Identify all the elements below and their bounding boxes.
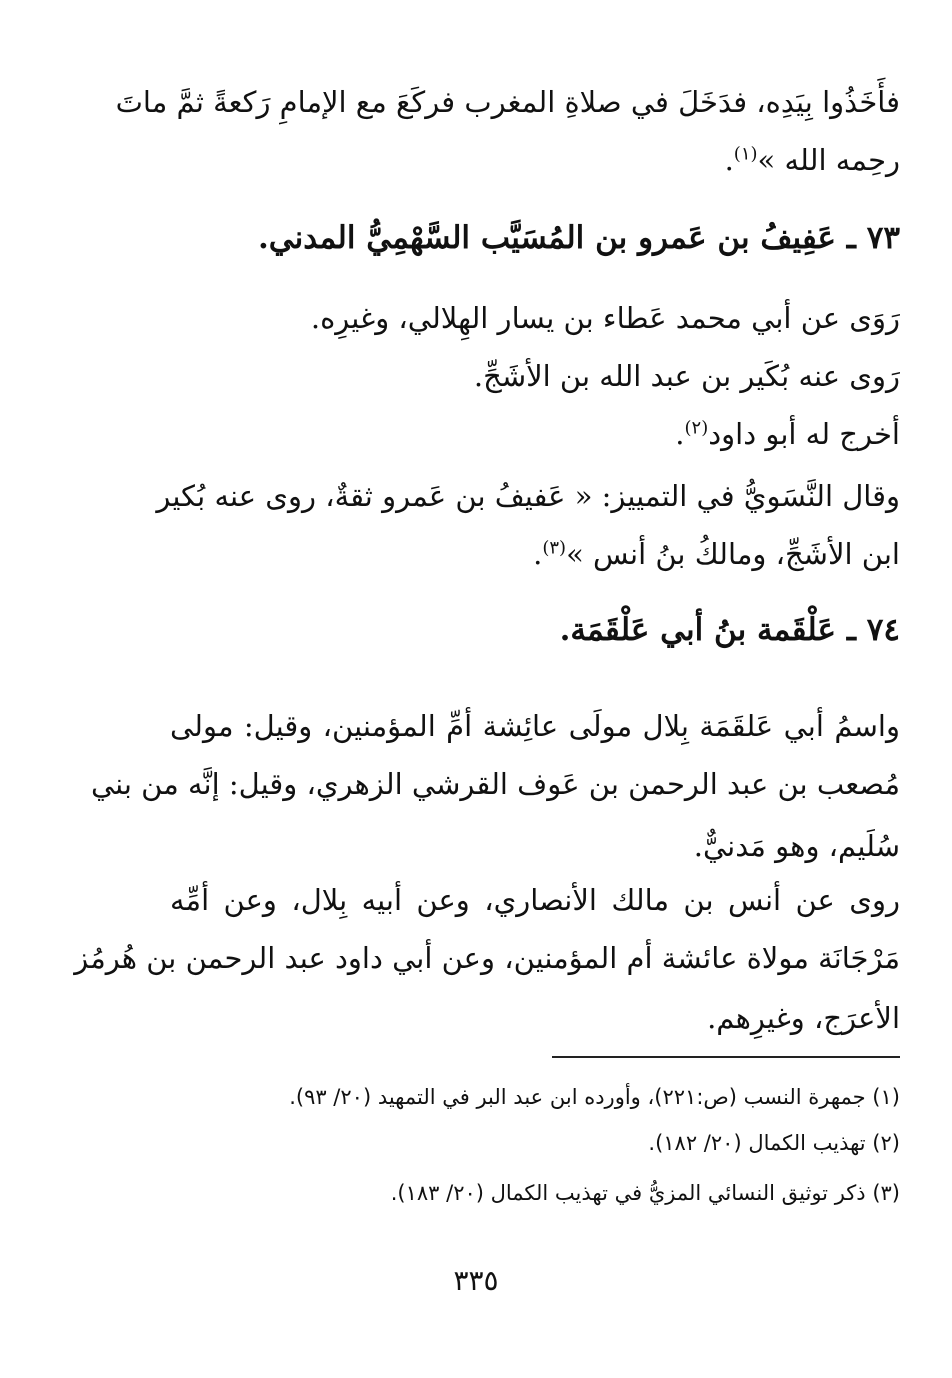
- footnote-divider: [552, 1056, 900, 1058]
- footnote-3: (٣) ذكر توثيق النسائي المزيُّ في تهذيب الكمال (٢٠/ ١٨٣).: [390, 1181, 900, 1205]
- footnote-ref: (١): [733, 143, 758, 165]
- text-span: ابن الأشَجِّ، ومالكُ بنُ أنس »: [566, 537, 900, 571]
- text-line: الأعرَج، وغيرِهم.: [707, 1001, 900, 1035]
- text-line: فأَخَذُوا بِيَدِه، فدَخَلَ في صلاةِ المغرب فركَعَ مع الإمامِ رَكعةً ثمَّ ماتَ: [115, 85, 900, 119]
- text-line: مَرْجَانَة مولاة عائشة أم المؤمنين، وعن أبي داود عبد الرحمن بن هُرمُز: [74, 941, 900, 975]
- footnote-2: (٢) تهذيب الكمال (٢٠/ ١٨٢).: [648, 1131, 900, 1155]
- text-line: واسمُ أبي عَلقَمَة بِلال مولَى عائِشة أمِّ المؤمنين، وقيل: مولى: [170, 709, 900, 743]
- text-line: رَوى عنه بُكَير بن عبد الله بن الأشَجِّ.: [473, 359, 900, 393]
- text-span: .: [675, 417, 685, 451]
- text-line: وقال النَّسَويُّ في التمييز: « عَفيفُ بن عَمرو ثقةٌ، روى عنه بُكير: [156, 479, 900, 513]
- text-line: [170, 140, 900, 180]
- footnote-ref: (٣): [542, 537, 567, 559]
- footnote-1: (١) جمهرة النسب (ص:٢٢١)، وأورده ابن عبد البر في التمهيد (٢٠/ ٩٣).: [289, 1085, 900, 1109]
- text-span: .: [724, 143, 734, 177]
- text-span: أخرج له أبو داود: [708, 417, 900, 451]
- text-line: روى عن أنس بن مالك الأنصاري، وعن أبيه بِلال، وعن أمِّه: [170, 883, 900, 917]
- text-line: رَوَى عن أبي محمد عَطاء بن يسار الهِلالي، وغيرِه.: [310, 301, 900, 335]
- text-line: [170, 534, 900, 574]
- entry-heading-73: ٧٣ ـ عَفِيفُ بن عَمرو بن المُسَيَّب السَّهْمِيُّ المدني.: [257, 220, 900, 256]
- text-line: مُصعب بن عبد الرحمن بن عَوف القرشي الزهري، وقيل: إنَّه من بني: [90, 767, 900, 801]
- text-span: .: [533, 537, 543, 571]
- entry-heading-74: ٧٤ ـ عَلْقَمة بنُ أبي عَلْقَمَة.: [559, 612, 900, 648]
- text-line: سُلَيم، وهو مَدنيٌّ.: [693, 829, 900, 863]
- footnote-ref: (٢): [684, 417, 709, 439]
- text-span: رحِمه الله »: [757, 143, 900, 177]
- text-line: [170, 414, 900, 454]
- page-number: ٣٣٥: [453, 1264, 499, 1297]
